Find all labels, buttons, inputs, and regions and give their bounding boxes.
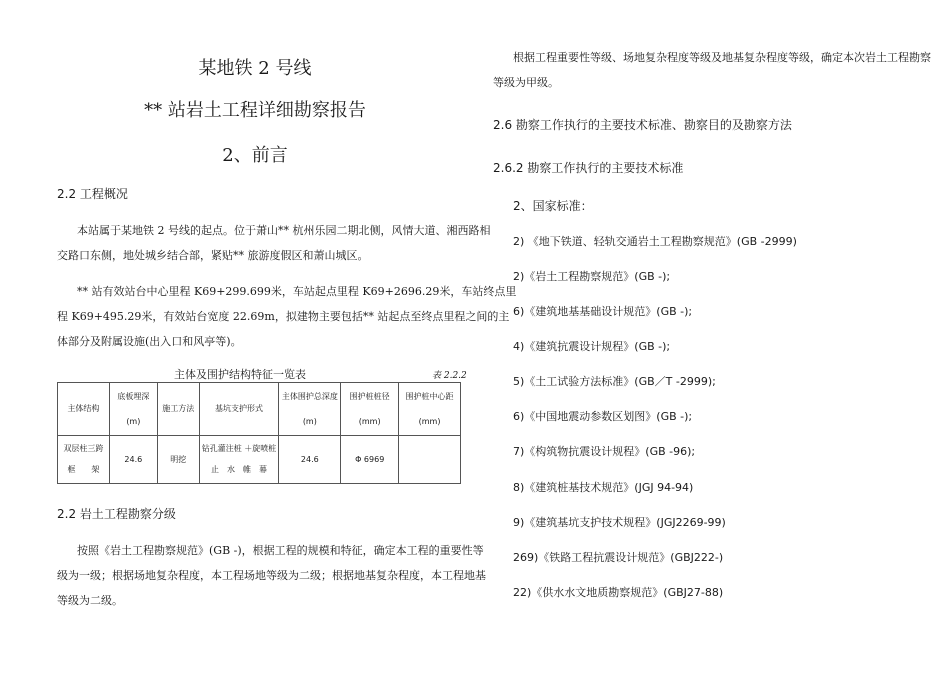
table-cell: 钻孔灌注桩 ＋旋喷桩 止 水 帷 幕 <box>199 435 279 483</box>
table-cell: 24.6 <box>279 435 341 483</box>
table-header-cell: 底板埋深 (m) <box>109 383 157 436</box>
table-number: 表 2.2.2 <box>432 371 467 381</box>
paragraph-line: 交路口东侧，地处城乡结合部，紧贴** 旅游度假区和萧山城区。 <box>57 249 369 262</box>
table-cell: 24.6 <box>109 435 157 483</box>
table-header-cell: 施工方法 <box>157 383 199 436</box>
paragraph-line: 级为一级；根据场地复杂程度，本工程场地等级为二级；根据地基复杂程度，本工程地基 <box>57 569 486 582</box>
table-header-cell: 围护桩中心距 (mm) <box>399 383 461 436</box>
table-header-cell: 主体围护总深度 (m) <box>279 383 341 436</box>
paragraph-line: 程 K69+495.29米，有效站台宽度 22.69m，拟建物主要包括** 站起点至终点里程之间的主 <box>57 310 510 323</box>
list-item: 2)《岩土工程勘察规范》(GB -); <box>513 270 671 283</box>
document-title: 某地铁 2 号线 <box>198 58 312 79</box>
chapter-title: 2、前言 <box>222 145 288 166</box>
list-item: 5)《土工试验方法标准》(GB／T -2999); <box>513 375 716 388</box>
paragraph-line: 等级为甲级。 <box>493 76 559 89</box>
list-item: 4)《建筑抗震设计规程》(GB -); <box>513 340 671 353</box>
paragraph-line: 按照《岩土工程勘察规范》(GB -)，根据工程的规模和特征，确定本工程的重要性等 <box>77 544 484 557</box>
list-item: 22)《供水水文地质勘察规范》(GBJ27-88) <box>513 586 724 599</box>
report-title: ** 站岩土工程详细勘察报告 <box>144 100 366 121</box>
section-heading-overview: 2.2 工程概况 <box>57 187 128 201</box>
subsection-heading: 2.6.2 勘察工作执行的主要技术标准 <box>493 161 684 175</box>
table-header-cell: 主体结构 <box>58 383 110 436</box>
table-header-cell: 围护桩桩径 (mm) <box>341 383 399 436</box>
list-item: 2) 《地下铁道、轻轨交通岩土工程勘察规范》(GB -2999) <box>513 235 797 248</box>
list-item: 7)《构筑物抗震设计规程》(GB -96); <box>513 445 696 458</box>
national-standards-heading: 2、国家标准： <box>513 199 593 213</box>
list-item: 6)《中国地震动参数区划图》(GB -); <box>513 410 693 423</box>
paragraph-line: 体部分及附属设施(出入口和风亭等)。 <box>57 335 242 348</box>
list-item: 6)《建筑地基基础设计规范》(GB -); <box>513 305 693 318</box>
list-item: 9)《建筑基坑支护技术规程》(JGJ2269-99) <box>513 516 726 529</box>
table-cell: 明挖 <box>157 435 199 483</box>
table-header-row <box>58 383 461 436</box>
list-item: 8)《建筑桩基技术规范》(JGJ 94-94) <box>513 481 694 494</box>
section-heading-grading: 2.2 岩土工程勘察分级 <box>57 507 176 521</box>
table-row <box>58 435 461 483</box>
paragraph-line: ** 站有效站台中心里程 K69+299.699米，车站起点里程 K69+2696.29米，车站终点里 <box>77 285 517 298</box>
table-cell: Φ 6969 <box>341 435 399 483</box>
table-cell: 双层柱三跨 框 架 <box>58 435 110 483</box>
paragraph-line: 等级为二级。 <box>57 594 123 607</box>
table-header-cell: 基坑支护形式 <box>199 383 279 436</box>
section-heading-standards: 2.6 勘察工作执行的主要技术标准、勘察目的及勘察方法 <box>493 118 792 132</box>
structure-table <box>57 382 461 484</box>
list-item: 269)《铁路工程抗震设计规范》(GBJ222-) <box>513 551 724 564</box>
table-caption: 主体及围护结构特征一览表 <box>174 368 306 381</box>
paragraph-line: 本站属于某地铁 2 号线的起点。位于萧山** 杭州乐园二期北侧，风情大道、湘西路相 <box>77 224 491 237</box>
paragraph-line: 根据工程重要性等级、场地复杂程度等级及地基复杂程度等级，确定本次岩土工程勘察 <box>513 51 931 64</box>
table-cell <box>399 435 461 483</box>
